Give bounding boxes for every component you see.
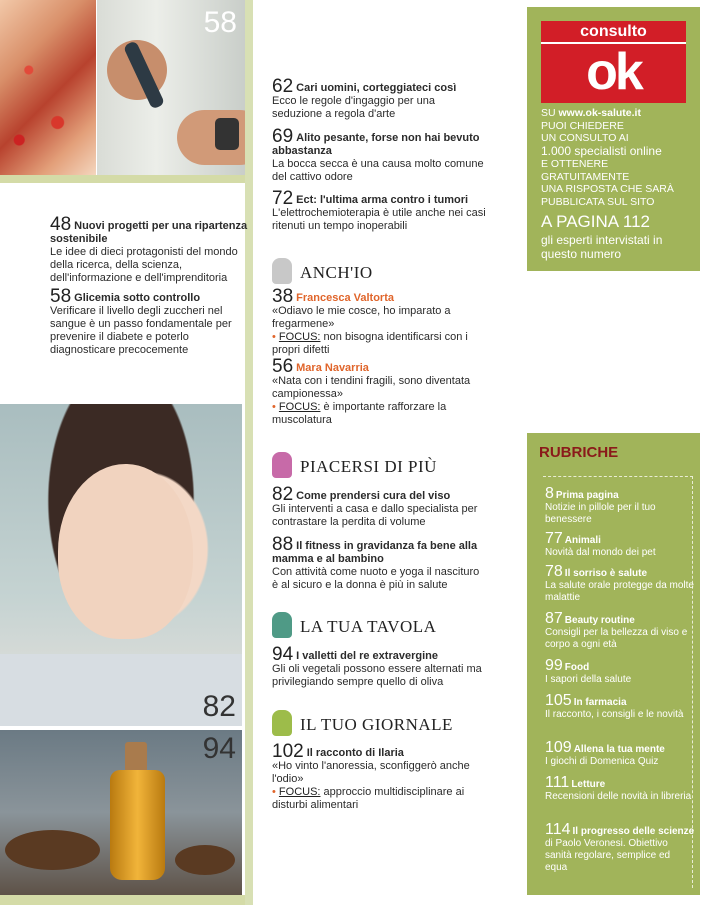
blood-cells-photo [0,0,96,175]
entry-title: Cari uomini, corteggiateci così [296,82,457,94]
focus-text: è importante rafforzare la muscolatura [272,401,447,426]
toc-entry[interactable] [50,286,250,357]
entry-title: Glicemia sotto controllo [74,292,201,304]
oil-bottle-photo [0,730,242,895]
toc-entry[interactable] [272,644,487,689]
consulto-label: consulto [541,23,686,44]
toc-entry[interactable]: 56 Mara Navarria «Nata con i tendini fragili, sono diventata campionessa» • FOCUS: è importante rafforzare la muscolatura [272,360,487,427]
entry-description: La bocca secca è una causa molto comune del cattivo odore [272,158,484,183]
rubrica-item[interactable]: 109 Allena la tua mente I giochi di Domenica Quiz [545,739,665,767]
focus-label: FOCUS: [278,401,321,413]
hand-icon [272,612,292,638]
page-number: 102 [272,741,304,762]
page-number: 58 [50,286,72,307]
toc-entry[interactable]: 38 Francesca Valtorta «Odiavo le mie cosce, ho imparato a fregarmene» • FOCUS: non bisogna identificarsi con i propri difetti [272,290,487,357]
entry-description: Gli oli vegetali possono essere alternati ma privilegiando sempre quello di oliva [272,663,482,688]
toc-entry[interactable] [50,214,250,285]
page-number: 94 [272,644,294,665]
page-number: 82 [272,484,294,505]
entry-title: I valletti del re extravergine [296,650,438,662]
person-name: Francesca Valtorta [296,292,394,304]
entry-title: Il racconto di Ilaria [306,747,404,759]
divider [0,895,245,905]
person-name: Mara Navarria [296,362,369,374]
glucose-test-photo [97,0,245,175]
page-number: 69 [272,126,294,147]
focus-text: approccio multidisciplinare ai disturbi alimentari [272,786,465,811]
divider [0,175,245,183]
page-number: 88 [272,534,294,555]
entry-quote: «Nata con i tendini fragili, sono diventata campionessa» [272,375,471,400]
photo-page-number: 58 [203,6,237,39]
entry-description: Le idee di dieci protagonisti del mondo della ricerca, della scienza, dell'informazione e dell'imprenditoria [50,246,238,284]
website-link: www.ok-salute.it [558,107,641,119]
entry-description: Verificare il livello degli zuccheri nel sangue è un passo fondamentale per prevenire il diabete e poterlo diagnosticare precocemente [50,305,232,356]
photo-page-number: 82 [202,690,236,723]
toc-entry[interactable] [272,126,487,184]
section-heading-tavola: LA TUA TAVOLA [272,612,436,638]
entry-title: Il fitness in gravidanza fa bene alla mamma e al bambino [272,540,478,565]
entry-title: Ect: l'ultima arma contro i tumori [296,194,469,206]
ok-logo [541,21,686,103]
toc-entry[interactable]: 102 Il racconto di Ilaria «Ho vinto l'anoressia, sconfiggerò anche l'odio» • FOCUS: approccio multidisciplinare ai disturbi alimentari [272,745,487,812]
toc-entry[interactable] [272,484,487,529]
entry-description: Gli interventi a casa e dallo specialista per contrastare la perdita di volume [272,503,478,528]
entry-description: Ecco le regole d'ingaggio per una seduzione a regola d'arte [272,95,435,120]
a-pagina-title: A PAGINA 112 [541,212,650,231]
entry-title: Alito pesante, forse non hai bevuto abbastanza [272,132,480,157]
entry-title: Nuovi progetti per una ripartenza sostenibile [50,220,248,245]
rubriche-heading: RUBRICHE [539,444,619,461]
rubriche-box [527,433,700,895]
consulto-box[interactable] [527,7,700,271]
photo-page-number: 94 [202,732,236,765]
ok-logo-text: ok [586,43,641,101]
entry-quote: «Odiavo le mie cosce, ho imparato a fregarmene» [272,305,451,330]
rubrica-item[interactable]: 8 Prima pagina Notizie in pillole per il tuo benessere [545,485,656,525]
divider [245,0,253,905]
rubrica-item[interactable]: 114 Il progresso delle scienze di Paolo Veronesi. Obiettivo sanità regolare, semplice ed equa [545,821,695,873]
woman-face-photo [0,404,242,726]
focus-label: FOCUS: [278,786,321,798]
rubrica-item[interactable]: 99 Food I sapori della salute [545,657,632,685]
consulto-text: SU www.ok-salute.it PUOI CHIEDERE UN CONSULTO AI 1.000 specialisti online E OTTENERE GRATUITAMENTE UNA RISPOSTA CHE SARÀ PUBBLICATA SUL SITO [541,107,674,208]
hand-icon [272,710,292,736]
hand-icon [272,258,292,284]
page-number: 48 [50,214,72,235]
toc-entry[interactable] [272,188,487,233]
hand-icon [272,452,292,478]
entry-description: Con attività come nuoto e yoga il nascituro è al sicuro e la donna è più in salute [272,566,480,591]
toc-entry[interactable] [272,76,487,121]
focus-label: FOCUS: [278,331,321,343]
entry-title: Come prendersi cura del viso [296,490,451,502]
focus-text: non bisogna identificarsi con i propri difetti [272,331,468,356]
rubrica-item[interactable]: 78 Il sorriso è salute La salute orale protegge da molte malattie [545,563,694,603]
rubrica-item[interactable]: 105 In farmacia Il racconto, i consigli e le novità [545,692,684,720]
entry-quote: «Ho vinto l'anoressia, sconfiggerò anche l'odio» [272,760,470,785]
page-number: 62 [272,76,294,97]
page-number: 72 [272,188,294,209]
entry-description: L'elettrochemioterapia è utile anche nei casi ritenuti un tempo inoperabili [272,207,486,232]
toc-entry[interactable] [272,534,487,592]
section-heading-piacersi: PIACERSI DI PIÙ [272,452,437,478]
rubrica-item[interactable]: 111 Letture Recensioni delle novità in libreria [545,774,692,802]
rubrica-item[interactable]: 77 Animali Novità dal mondo dei pet [545,530,656,558]
rubrica-item[interactable]: 87 Beauty routine Consigli per la bellezza di viso e corpo a ogni età [545,610,688,650]
page-number: 38 [272,286,294,307]
section-heading-anchio: ANCH'IO [272,258,373,284]
page-number: 56 [272,356,294,377]
a-pagina-subtitle: gli esperti intervistati in questo numero [541,233,663,261]
section-heading-giornale: IL TUO GIORNALE [272,710,453,736]
